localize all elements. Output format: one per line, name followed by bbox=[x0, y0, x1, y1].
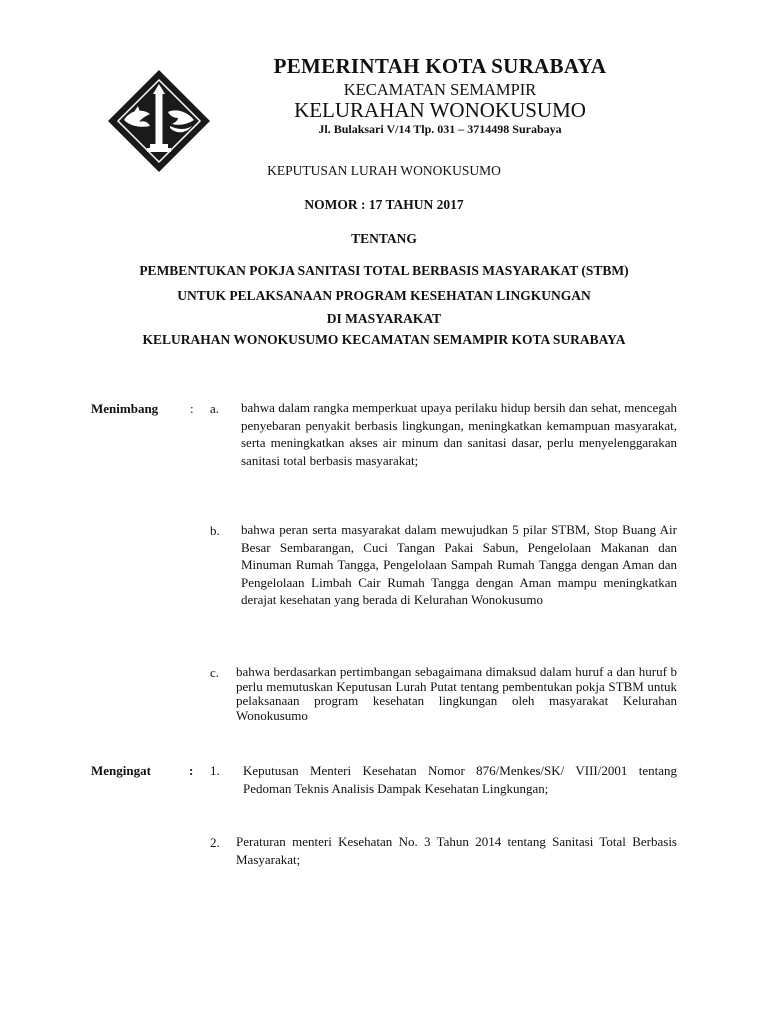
office-address: Jl. Bulaksari V/14 Tlp. 031 – 3714498 Surabaya bbox=[318, 122, 562, 136]
about-heading: TENTANG bbox=[351, 231, 417, 246]
subject-line-1: PEMBENTUKAN POKJA SANITASI TOTAL BERBASIS MASYARAKAT (STBM) bbox=[139, 263, 629, 278]
decree-number: NOMOR : 17 TAHUN 2017 bbox=[304, 197, 464, 212]
subject-line-4: KELURAHAN WONOKUSUMO KECAMATAN SEMAMPIR KOTA SURABAYA bbox=[142, 332, 626, 347]
mengingat-item-text: Keputusan Menteri Kesehatan Nomor 876/Menkes/SK/ VIII/2001 tentang Pedoman Teknis Analisis Dampak Kesehatan Lingkungan; bbox=[243, 763, 677, 796]
district-name: KECAMATAN SEMAMPIR bbox=[343, 80, 537, 99]
menimbang-item-mark: c. bbox=[210, 665, 220, 680]
mengingat-item-mark: 2. bbox=[210, 835, 220, 850]
menimbang-item-text: bahwa peran serta masyarakat dalam mewujudkan 5 pilar STBM, Stop Buang Air Besar Sembarangan, Cuci Tangan Pakai Sabun, Pengelolaan Makanan dan Minuman Rumah Tangga, Pengelolaan Sampah Rumah Tangga dengan Aman dan Pengelolaan Limbah Cair Rumah Tangga dengan Aman mampu meningkatkan derajat kesehatan yang berada di Kelurahan Wonokusumo bbox=[241, 522, 677, 607]
mengingat-item-text: Peraturan menteri Kesehatan No. 3 Tahun 2014 tentang Sanitasi Total Berbasis Masyarakat; bbox=[236, 834, 677, 867]
surabaya-emblem-logo bbox=[106, 68, 212, 174]
menimbang-item-text: bahwa berdasarkan pertimbangan sebagaimana dimaksud dalam huruf a dan huruf b perlu memutuskan Keputusan Lurah Putat tentang pembentukan pokja STBM untuk pelaksanaan program kesehatan lingkungan oleh masyarakat Kelurahan Wonokusumo bbox=[236, 664, 677, 723]
mengingat-item-mark: 1. bbox=[210, 763, 220, 778]
subject-line-3: DI MASYARAKAT bbox=[326, 311, 442, 326]
decree-title: KEPUTUSAN LURAH WONOKUSUMO bbox=[267, 163, 501, 178]
menimbang-item-mark: a. bbox=[210, 401, 220, 416]
subdistrict-name: KELURAHAN WONOKUSUMO bbox=[294, 98, 586, 122]
menimbang-item-text: bahwa dalam rangka memperkuat upaya perilaku hidup bersih dan sehat, mencegah penyebaran penyakit berbasis lingkungan, meningkatkan kemampuan masyarakat, serta meningkatkan akses air minum dan sanitasi dasar, perlu menyelenggarakan sanitasi total berbasis masyarakat; bbox=[241, 400, 677, 468]
government-name: PEMERINTAH KOTA SURABAYA bbox=[273, 54, 607, 78]
menimbang-item-mark: b. bbox=[210, 523, 220, 538]
menimbang-label: Menimbang bbox=[91, 401, 159, 416]
mengingat-colon: : bbox=[189, 763, 194, 778]
mengingat-label: Mengingat bbox=[91, 763, 151, 778]
menimbang-colon: : bbox=[190, 401, 194, 416]
subject-line-2: UNTUK PELAKSANAAN PROGRAM KESEHATAN LINGKUNGAN bbox=[177, 288, 591, 303]
